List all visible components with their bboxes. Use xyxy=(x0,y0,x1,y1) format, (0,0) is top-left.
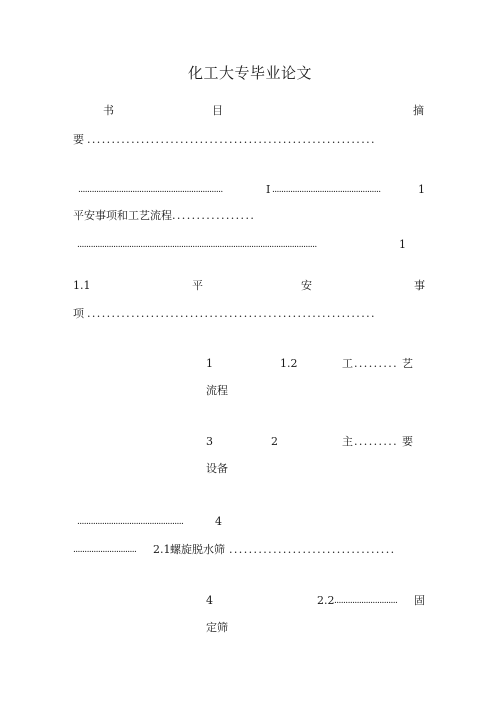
toc-l14-num: 2.2 xyxy=(317,594,335,607)
document-title: 化工大专毕业论文 xyxy=(187,64,312,82)
toc-l8-text-b: 艺 xyxy=(402,357,413,370)
toc-l3-leader-b: ................................................ xyxy=(272,185,381,195)
toc-l6-c: 事 xyxy=(414,279,425,292)
toc-l11-text: 设备 xyxy=(206,462,228,475)
toc-l13-num: 2.1 xyxy=(153,543,171,556)
toc-l1-c: 摘 xyxy=(413,104,424,117)
toc-l14-page: 4 xyxy=(206,594,213,607)
toc-l8-num: 1.2 xyxy=(280,357,298,370)
toc-l10-num: 2 xyxy=(271,435,278,448)
toc-l6-num: 1.1 xyxy=(73,279,91,292)
toc-l6-b: 安 xyxy=(301,279,312,292)
toc-l4-text: 平安事项和工艺流程 xyxy=(73,209,172,222)
toc-l7-text: 项 xyxy=(73,307,84,320)
toc-l5-page: 1 xyxy=(399,238,406,251)
toc-l5-leader: .......................................................................................................... xyxy=(77,240,317,250)
toc-l4-leader: ................. xyxy=(172,209,256,222)
toc-l1-b: 目 xyxy=(212,104,223,117)
toc-l14-leader: ............................ xyxy=(334,596,398,606)
toc-l7-leader: ........................................................... xyxy=(87,307,376,320)
toc-l3-leader-a: ................................................................ xyxy=(78,185,223,195)
toc-l12-page: 4 xyxy=(215,515,222,528)
toc-l1-a: 书 xyxy=(103,104,114,117)
toc-l10-leader: ......... xyxy=(354,435,399,448)
toc-l3-page: 1 xyxy=(418,183,425,196)
toc-l13-leader-2: .................................. xyxy=(229,543,396,556)
toc-l6-a: 平 xyxy=(192,279,203,292)
toc-l10-page: 3 xyxy=(206,435,213,448)
toc-l2-text: 要 xyxy=(73,133,84,146)
toc-l15-text: 定筛 xyxy=(206,621,228,634)
toc-l13-text: 螺旋脱水筛 xyxy=(170,543,225,556)
toc-l10-text-a: 主 xyxy=(342,435,353,448)
toc-l9-text: 流程 xyxy=(206,384,228,397)
toc-l8-text-a: 工 xyxy=(342,357,353,370)
toc-l3-mid: I xyxy=(266,183,271,196)
toc-l8-leader: ......... xyxy=(354,357,399,370)
toc-l8-page: 1 xyxy=(206,357,213,370)
toc-l2-leader: ........................................................... xyxy=(87,133,376,146)
toc-l12-leader: ............................................... xyxy=(77,517,184,527)
toc-l13-leader: ............................ xyxy=(73,545,137,555)
toc-l14-text: 固 xyxy=(414,594,425,607)
toc-l10-text-b: 要 xyxy=(402,435,413,448)
